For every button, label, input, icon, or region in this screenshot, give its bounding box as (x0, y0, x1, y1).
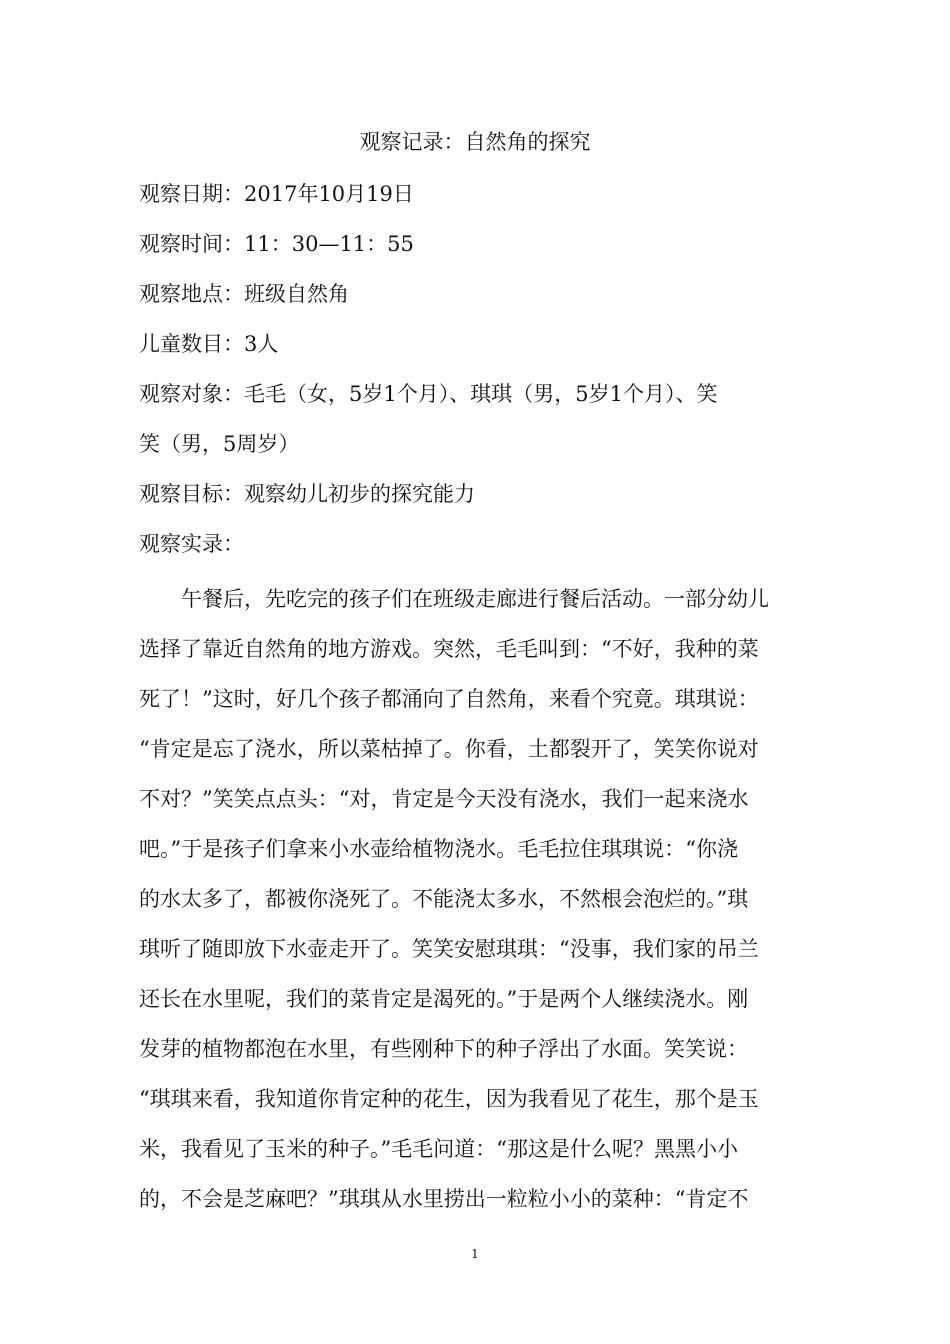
body-line: 的水太多了，都被你浇死了。不能浇太多水，不然根会泡烂的。”琪 (139, 887, 749, 911)
body-line: 琪听了随即放下水壶走开了。笑笑安慰琪琪：“没事，我们家的吊兰 (139, 937, 759, 961)
body-line: 选择了靠近自然角的地方游戏。突然，毛毛叫到：“不好，我种的菜 (139, 637, 759, 661)
field-place: 观察地点：班级自然角 (139, 282, 349, 306)
field-children-count: 儿童数目：3人 (139, 332, 279, 356)
page-number: 1 (471, 1247, 479, 1261)
field-date: 观察日期：2017年10月19日 (139, 182, 414, 206)
body-line: 不对？”笑笑点点头：“对，肯定是今天没有浇水，我们一起来浇水 (139, 787, 749, 811)
body-line: 还长在水里呢，我们的菜肯定是渴死的。”于是两个人继续浇水。刚 (139, 987, 749, 1011)
field-record-label: 观察实录： (139, 532, 244, 556)
body-line: “肯定是忘了浇水，所以菜枯掉了。你看，土都裂开了，笑笑你说对 (139, 737, 759, 761)
body-line: “琪琪来看，我知道你肯定种的花生，因为我看见了花生，那个是玉 (139, 1087, 759, 1111)
field-subjects-line1: 观察对象：毛毛（女，5岁1个月）、琪琪（男，5岁1个月）、笑 (139, 382, 718, 406)
body-line: 死了！”这时，好几个孩子都涌向了自然角，来看个究竟。琪琪说： (139, 687, 759, 711)
body-line: 午餐后，先吃完的孩子们在班级走廊进行餐后活动。一部分幼儿 (181, 587, 769, 611)
body-line: 吧。”于是孩子们拿来小水壶给植物浇水。毛毛拉住琪琪说：“你浇 (139, 837, 738, 861)
field-goal: 观察目标：观察幼儿初步的探究能力 (139, 482, 475, 506)
body-line: 发芽的植物都泡在水里，有些刚种下的种子浮出了水面。笑笑说： (139, 1037, 748, 1061)
document-title: 观察记录：自然角的探究 (359, 130, 591, 154)
observation-record-text (139, 574, 819, 1224)
field-time: 观察时间：11：30—11：55 (139, 232, 414, 256)
body-line: 的，不会是芝麻吧？”琪琪从水里捞出一粒粒小小的菜种：“肯定不 (139, 1187, 749, 1211)
field-subjects-line2: 笑（男，5周岁） (139, 432, 300, 456)
body-line: 米，我看见了玉米的种子。”毛毛问道：“那这是什么呢？黑黑小小 (139, 1137, 738, 1161)
